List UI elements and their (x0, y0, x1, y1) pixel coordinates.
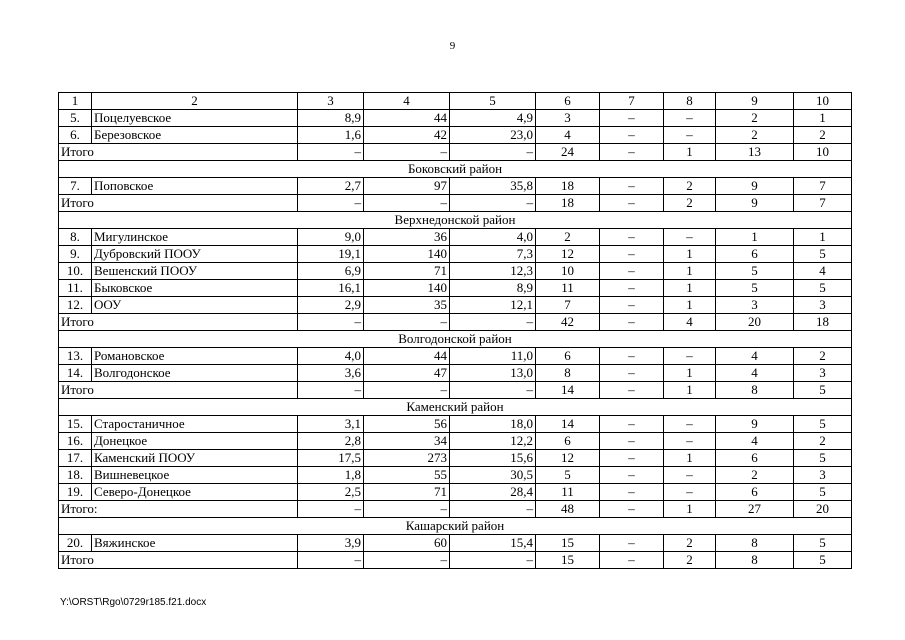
value-cell: – (298, 144, 364, 161)
value-cell: 1 (664, 280, 716, 297)
value-cell: – (664, 467, 716, 484)
site-name: Мигулинское (92, 229, 298, 246)
value-cell: – (298, 314, 364, 331)
value-cell: 2 (794, 348, 852, 365)
table-row (59, 348, 852, 365)
value-cell: – (600, 263, 664, 280)
value-cell: 55 (364, 467, 450, 484)
value-cell: 1,8 (298, 467, 364, 484)
value-cell: – (298, 195, 364, 212)
value-cell: 15 (536, 552, 600, 569)
site-name: Романовское (92, 348, 298, 365)
total-label: Итого: (59, 501, 298, 518)
value-cell: 18,0 (450, 416, 536, 433)
value-cell: 16,1 (298, 280, 364, 297)
value-cell: 5 (794, 450, 852, 467)
header-cell: 4 (364, 93, 450, 110)
table-row (59, 127, 852, 144)
value-cell: 18 (536, 178, 600, 195)
row-number: 14. (59, 365, 92, 382)
value-cell: – (600, 195, 664, 212)
table-row (59, 110, 852, 127)
region-row (59, 518, 852, 535)
total-row (59, 382, 852, 399)
value-cell: 4,9 (450, 110, 536, 127)
table-body (59, 93, 852, 569)
site-name: ООУ (92, 297, 298, 314)
region-row (59, 331, 852, 348)
value-cell: 8 (716, 535, 794, 552)
value-cell: 7 (794, 178, 852, 195)
value-cell: – (600, 552, 664, 569)
header-cell: 2 (92, 93, 298, 110)
value-cell: 8 (716, 382, 794, 399)
value-cell: 1 (664, 246, 716, 263)
value-cell: 6 (536, 433, 600, 450)
value-cell: – (298, 382, 364, 399)
row-number: 19. (59, 484, 92, 501)
value-cell: – (664, 484, 716, 501)
value-cell: – (450, 501, 536, 518)
table-row (59, 280, 852, 297)
table-row (59, 484, 852, 501)
value-cell: 2 (716, 127, 794, 144)
value-cell: – (664, 127, 716, 144)
value-cell: – (364, 314, 450, 331)
value-cell: 6 (716, 484, 794, 501)
value-cell: 2 (716, 110, 794, 127)
total-label: Итого (59, 314, 298, 331)
row-number: 13. (59, 348, 92, 365)
value-cell: 12,3 (450, 263, 536, 280)
value-cell: – (364, 195, 450, 212)
header-cell: 3 (298, 93, 364, 110)
value-cell: – (450, 552, 536, 569)
value-cell: – (600, 280, 664, 297)
value-cell: – (600, 297, 664, 314)
value-cell: 2,5 (298, 484, 364, 501)
total-label: Итого (59, 382, 298, 399)
table-row (59, 467, 852, 484)
value-cell: 13 (716, 144, 794, 161)
file-path-footer: Y:\ORST\Rgo\0729r185.f21.docx (60, 597, 207, 608)
value-cell: 4 (536, 127, 600, 144)
value-cell: 23,0 (450, 127, 536, 144)
value-cell: – (600, 229, 664, 246)
site-name: Вешенский ПООУ (92, 263, 298, 280)
value-cell: 2 (716, 467, 794, 484)
table-row (59, 178, 852, 195)
value-cell: 6 (536, 348, 600, 365)
value-cell: 4 (716, 433, 794, 450)
row-number: 8. (59, 229, 92, 246)
value-cell: 35 (364, 297, 450, 314)
value-cell: 20 (794, 501, 852, 518)
value-cell: 4 (716, 365, 794, 382)
site-name: Березовское (92, 127, 298, 144)
value-cell: 9 (716, 195, 794, 212)
row-number: 7. (59, 178, 92, 195)
value-cell: 2 (664, 178, 716, 195)
value-cell: 5 (794, 484, 852, 501)
table-row (59, 246, 852, 263)
row-number: 11. (59, 280, 92, 297)
region-heading: Каменский район (59, 399, 852, 416)
value-cell: 3 (794, 365, 852, 382)
value-cell: – (364, 501, 450, 518)
value-cell: 3,6 (298, 365, 364, 382)
value-cell: 6 (716, 450, 794, 467)
value-cell: 13,0 (450, 365, 536, 382)
value-cell: 3 (536, 110, 600, 127)
value-cell: 10 (536, 263, 600, 280)
value-cell: 47 (364, 365, 450, 382)
value-cell: 5 (536, 467, 600, 484)
site-name: Северо-Донецкое (92, 484, 298, 501)
site-name: Вишневецкое (92, 467, 298, 484)
table-row (59, 450, 852, 467)
value-cell: 15,6 (450, 450, 536, 467)
page-number: 9 (449, 40, 456, 52)
value-cell: – (664, 229, 716, 246)
site-name: Донецкое (92, 433, 298, 450)
site-name: Вяжинское (92, 535, 298, 552)
value-cell: 8 (536, 365, 600, 382)
value-cell: – (364, 382, 450, 399)
value-cell: 1 (664, 365, 716, 382)
total-row (59, 314, 852, 331)
table-row (59, 365, 852, 382)
value-cell: 5 (716, 263, 794, 280)
total-label: Итого (59, 552, 298, 569)
site-name: Быковское (92, 280, 298, 297)
row-number: 12. (59, 297, 92, 314)
total-row (59, 144, 852, 161)
value-cell: – (600, 127, 664, 144)
value-cell: 42 (536, 314, 600, 331)
header-cell: 8 (664, 93, 716, 110)
row-number: 15. (59, 416, 92, 433)
value-cell: 273 (364, 450, 450, 467)
value-cell: 3 (794, 297, 852, 314)
value-cell: – (600, 382, 664, 399)
value-cell: 34 (364, 433, 450, 450)
header-cell: 6 (536, 93, 600, 110)
row-number: 10. (59, 263, 92, 280)
value-cell: – (600, 348, 664, 365)
region-heading: Боковский район (59, 161, 852, 178)
value-cell: 5 (794, 535, 852, 552)
value-cell: 2 (794, 433, 852, 450)
value-cell: 3,9 (298, 535, 364, 552)
table-row (59, 263, 852, 280)
region-row (59, 161, 852, 178)
value-cell: 10 (794, 144, 852, 161)
value-cell: 2 (664, 195, 716, 212)
value-cell: – (364, 144, 450, 161)
value-cell: 8 (716, 552, 794, 569)
total-row (59, 552, 852, 569)
value-cell: 19,1 (298, 246, 364, 263)
value-cell: – (664, 348, 716, 365)
value-cell: 12,2 (450, 433, 536, 450)
header-cell: 10 (794, 93, 852, 110)
value-cell: 140 (364, 246, 450, 263)
row-number: 20. (59, 535, 92, 552)
value-cell: 2 (536, 229, 600, 246)
value-cell: – (600, 467, 664, 484)
value-cell: 17,5 (298, 450, 364, 467)
value-cell: 4,0 (298, 348, 364, 365)
value-cell: – (600, 178, 664, 195)
value-cell: – (600, 484, 664, 501)
value-cell: 24 (536, 144, 600, 161)
header-cell: 5 (450, 93, 536, 110)
region-row (59, 399, 852, 416)
value-cell: – (600, 365, 664, 382)
row-number: 5. (59, 110, 92, 127)
value-cell: 5 (794, 416, 852, 433)
value-cell: – (664, 433, 716, 450)
value-cell: 7 (536, 297, 600, 314)
value-cell: 5 (716, 280, 794, 297)
value-cell: 2 (794, 127, 852, 144)
value-cell: 2,8 (298, 433, 364, 450)
total-row (59, 501, 852, 518)
value-cell: – (600, 144, 664, 161)
value-cell: 4 (794, 263, 852, 280)
value-cell: 44 (364, 348, 450, 365)
row-number: 16. (59, 433, 92, 450)
value-cell: – (298, 501, 364, 518)
value-cell: 27 (716, 501, 794, 518)
value-cell: – (450, 144, 536, 161)
value-cell: 6 (716, 246, 794, 263)
value-cell: 9 (716, 178, 794, 195)
value-cell: 1 (664, 450, 716, 467)
value-cell: 5 (794, 382, 852, 399)
row-number: 6. (59, 127, 92, 144)
value-cell: 4,0 (450, 229, 536, 246)
value-cell: 1 (664, 263, 716, 280)
value-cell: 71 (364, 263, 450, 280)
value-cell: 2 (664, 535, 716, 552)
region-heading: Волгодонской район (59, 331, 852, 348)
data-table (58, 92, 852, 569)
value-cell: 8,9 (450, 280, 536, 297)
value-cell: – (600, 246, 664, 263)
value-cell: 42 (364, 127, 450, 144)
value-cell: 11,0 (450, 348, 536, 365)
value-cell: – (450, 382, 536, 399)
table-row (59, 297, 852, 314)
value-cell: 12 (536, 246, 600, 263)
value-cell: 9,0 (298, 229, 364, 246)
value-cell: – (600, 535, 664, 552)
value-cell: – (664, 110, 716, 127)
header-cell: 1 (59, 93, 92, 110)
site-name: Поповское (92, 178, 298, 195)
value-cell: 1 (794, 229, 852, 246)
table-row (59, 433, 852, 450)
value-cell: 1 (664, 382, 716, 399)
table-row (59, 535, 852, 552)
region-row (59, 212, 852, 229)
value-cell: 5 (794, 552, 852, 569)
value-cell: – (450, 314, 536, 331)
table-row (59, 229, 852, 246)
value-cell: 7,3 (450, 246, 536, 263)
header-cell: 7 (600, 93, 664, 110)
region-heading: Кашарский район (59, 518, 852, 535)
value-cell: – (600, 416, 664, 433)
value-cell: 15,4 (450, 535, 536, 552)
value-cell: 11 (536, 280, 600, 297)
value-cell: 2,7 (298, 178, 364, 195)
value-cell: 4 (716, 348, 794, 365)
value-cell: 12 (536, 450, 600, 467)
value-cell: – (600, 501, 664, 518)
value-cell: 5 (794, 280, 852, 297)
site-name: Каменский ПООУ (92, 450, 298, 467)
value-cell: 1 (664, 297, 716, 314)
value-cell: 30,5 (450, 467, 536, 484)
value-cell: 9 (716, 416, 794, 433)
value-cell: 11 (536, 484, 600, 501)
value-cell: 3 (794, 467, 852, 484)
value-cell: – (600, 450, 664, 467)
header-row (59, 93, 852, 110)
value-cell: 14 (536, 382, 600, 399)
value-cell: 5 (794, 246, 852, 263)
value-cell: 1 (664, 501, 716, 518)
value-cell: 60 (364, 535, 450, 552)
row-number: 18. (59, 467, 92, 484)
value-cell: 28,4 (450, 484, 536, 501)
value-cell: 35,8 (450, 178, 536, 195)
value-cell: – (364, 552, 450, 569)
value-cell: – (450, 195, 536, 212)
site-name: Волгодонское (92, 365, 298, 382)
total-label: Итого (59, 144, 298, 161)
value-cell: 97 (364, 178, 450, 195)
value-cell: 71 (364, 484, 450, 501)
value-cell: – (600, 433, 664, 450)
header-cell: 9 (716, 93, 794, 110)
value-cell: 44 (364, 110, 450, 127)
value-cell: – (664, 416, 716, 433)
total-label: Итого (59, 195, 298, 212)
value-cell: 36 (364, 229, 450, 246)
value-cell: 18 (536, 195, 600, 212)
value-cell: 56 (364, 416, 450, 433)
value-cell: 7 (794, 195, 852, 212)
value-cell: – (298, 552, 364, 569)
value-cell: 18 (794, 314, 852, 331)
region-heading: Верхнедонской район (59, 212, 852, 229)
value-cell: 1,6 (298, 127, 364, 144)
value-cell: 14 (536, 416, 600, 433)
value-cell: 4 (664, 314, 716, 331)
site-name: Поцелуевское (92, 110, 298, 127)
value-cell: 1 (664, 144, 716, 161)
total-row (59, 195, 852, 212)
value-cell: 1 (716, 229, 794, 246)
value-cell: 3,1 (298, 416, 364, 433)
value-cell: 6,9 (298, 263, 364, 280)
value-cell: 1 (794, 110, 852, 127)
value-cell: 15 (536, 535, 600, 552)
value-cell: – (600, 110, 664, 127)
row-number: 17. (59, 450, 92, 467)
site-name: Дубровский ПООУ (92, 246, 298, 263)
table-row (59, 416, 852, 433)
site-name: Старостаничное (92, 416, 298, 433)
value-cell: 3 (716, 297, 794, 314)
value-cell: 12,1 (450, 297, 536, 314)
value-cell: 140 (364, 280, 450, 297)
value-cell: 2,9 (298, 297, 364, 314)
value-cell: – (600, 314, 664, 331)
value-cell: 8,9 (298, 110, 364, 127)
value-cell: 48 (536, 501, 600, 518)
value-cell: 2 (664, 552, 716, 569)
value-cell: 20 (716, 314, 794, 331)
row-number: 9. (59, 246, 92, 263)
